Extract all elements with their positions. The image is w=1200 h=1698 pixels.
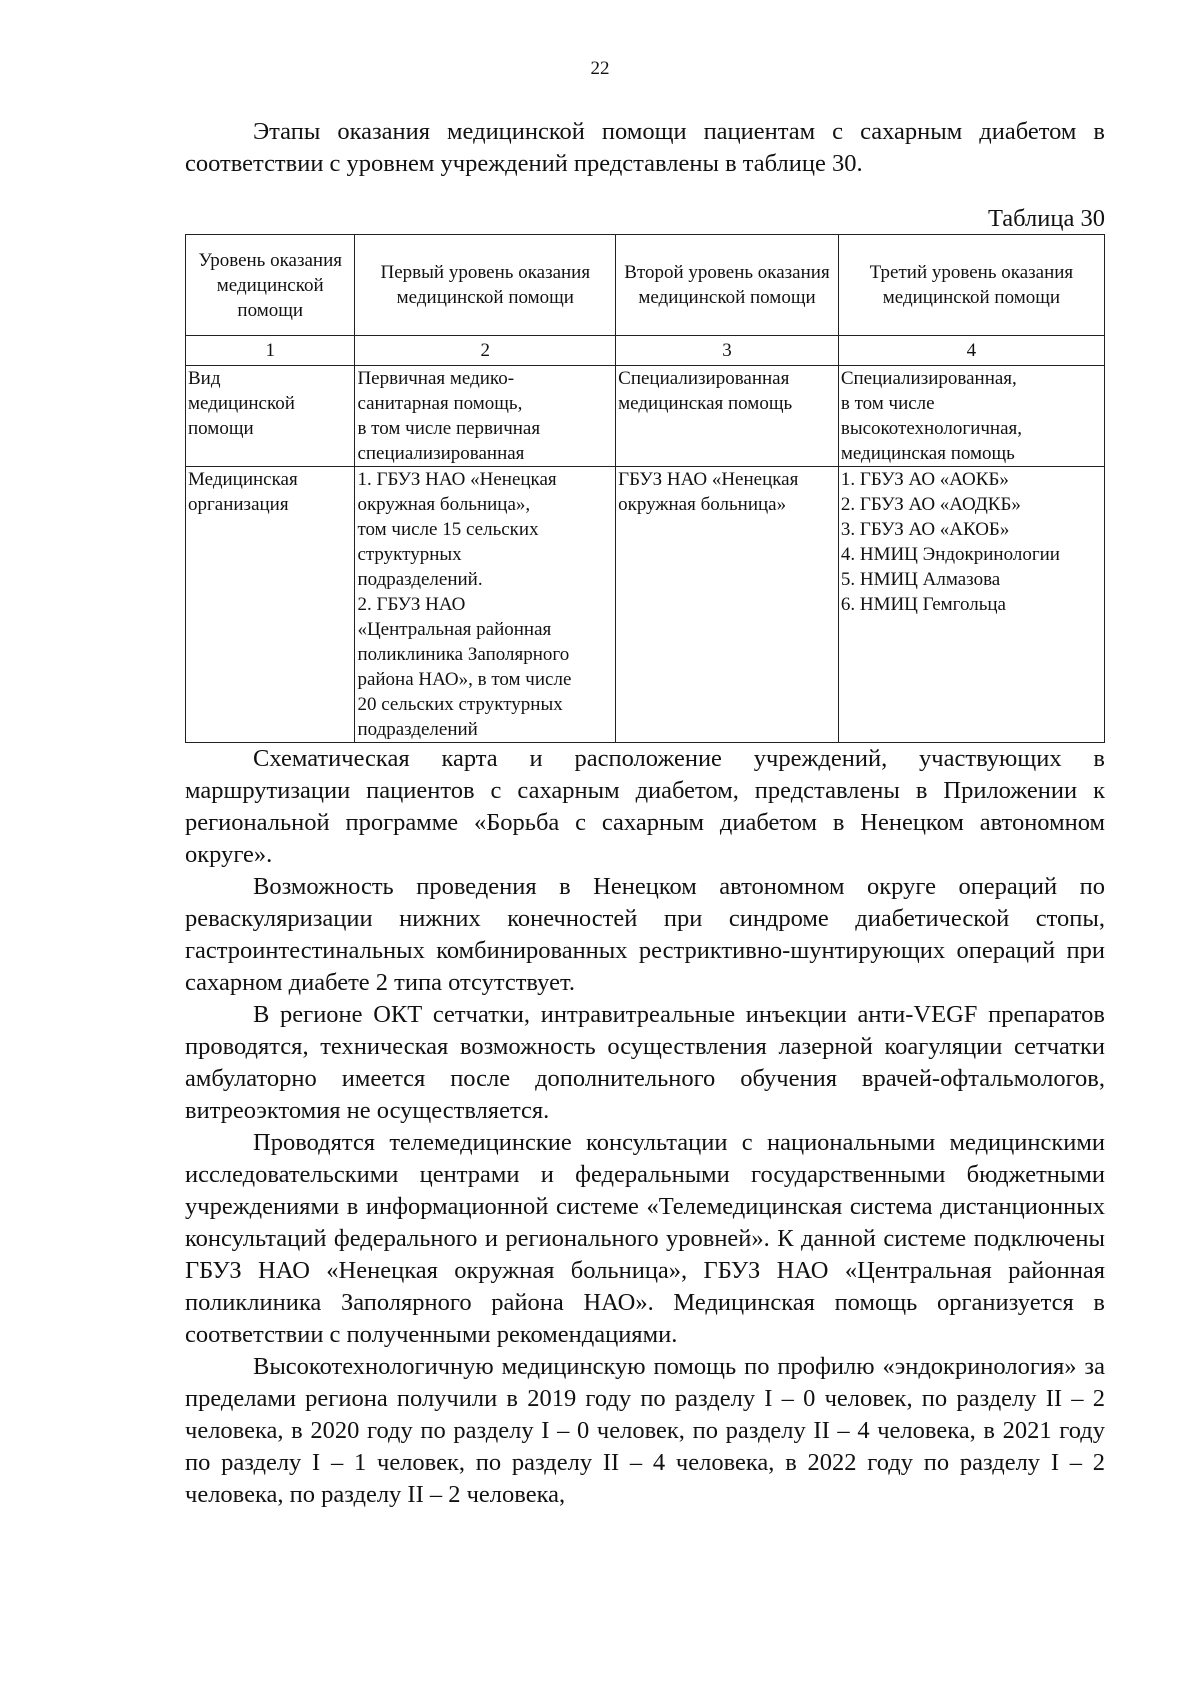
table-number-row [186, 336, 1105, 366]
cell-line: подразделений [357, 719, 478, 740]
cell-line: окружная больница» [618, 494, 787, 515]
cell-line: 4. НМИЦ Эндокринологии [840, 544, 1060, 565]
cell-line: помощи [188, 418, 254, 439]
column-number: 3 [616, 336, 839, 366]
cell-line: Первичная медико- [357, 368, 515, 389]
cell-line: окружная больница», [357, 494, 531, 515]
column-number: 1 [186, 336, 355, 366]
cell-line: Вид [188, 368, 221, 389]
table-cell [616, 467, 839, 743]
cell-line: Специализированная, [840, 368, 1017, 389]
cell-line: медицинской [188, 393, 295, 414]
cell-line: медицинская помощь [618, 393, 793, 414]
table-cell [355, 366, 616, 467]
table-cell [616, 366, 839, 467]
cell-line: том числе 15 сельских [357, 519, 539, 540]
cell-line: Специализированная [618, 368, 790, 389]
header-second-level: Второй уровень оказания медицинской помощи [616, 235, 839, 336]
cell-line: структурных [357, 544, 462, 565]
header-level: Уровень оказания медицинской помощи [186, 235, 355, 336]
paragraph-revascularization: Возможность проведения в Ненецком автономном округе операций по реваскуляризации нижних конечностей при синдроме диабетической стопы, гастроинтестинальных комбинированных рестриктивно-шунтирующих операций при сахарном диабете 2 типа отсутствует. [185, 873, 1105, 996]
cell-line: 1. ГБУЗ АО «АОКБ» [840, 469, 1009, 490]
cell-line: 3. ГБУЗ АО «АКОБ» [840, 519, 1010, 540]
cell-line: «Центральная районная [357, 619, 552, 640]
paragraph-high-tech-care: Высокотехнологичную медицинскую помощь по профилю «эндокринология» за пределами региона получили в 2019 году по разделу I – 0 человек, по разделу II – 2 человека, в 2020 году по разделу I – 0 человек, по разделу II – 4 человека, в 2021 году по разделу I – 1 человек, по разделу II – 4 человека, в 2022 году по разделу I – 2 человека, по разделу II – 2 человека, [185, 1353, 1105, 1508]
cell-line: поликлиника Заполярного [357, 644, 570, 665]
table-cell [355, 467, 616, 743]
cell-line: Медицинская [188, 469, 298, 490]
paragraph-ophthalmology: В регионе ОКТ сетчатки, интравитреальные инъекции анти-VEGF препаратов проводятся, техническая возможность осуществления лазерной коагуляции сетчатки амбулаторно имеется после дополнительного обучения врачей-офтальмологов, витреоэктомия не осуществляется. [185, 1001, 1105, 1124]
cell-line: высокотехнологичная, [840, 418, 1023, 439]
table-cell [186, 366, 355, 467]
cell-line: санитарная помощь, [357, 393, 523, 414]
cell-line: 20 сельских структурных [357, 694, 563, 715]
cell-line: 5. НМИЦ Алмазова [840, 569, 1001, 590]
cell-line: в том числе первичная [357, 418, 541, 439]
page-number: 22 [590, 58, 610, 79]
care-levels-table [185, 234, 1105, 743]
cell-line: подразделений. [357, 569, 483, 590]
cell-line: ГБУЗ НАО «Ненецкая [618, 469, 799, 490]
table-label: Таблица 30 [987, 205, 1105, 232]
cell-line: 1. ГБУЗ НАО «Ненецкая [357, 469, 557, 490]
intro-paragraph: Этапы оказания медицинской помощи пациентам с сахарным диабетом в соответствии с уровнем учреждений представлены в таблице 30. [185, 118, 1105, 177]
header-first-level: Первый уровень оказания медицинской помощи [355, 235, 616, 336]
table-row-care-type [186, 366, 1105, 467]
column-number: 4 [838, 336, 1104, 366]
cell-line: в том числе [840, 393, 935, 414]
cell-line: 2. ГБУЗ АО «АОДКБ» [840, 494, 1021, 515]
table-cell [838, 366, 1104, 467]
cell-line: организация [188, 494, 289, 515]
table-row-organization [186, 467, 1105, 743]
cell-line: 6. НМИЦ Гемгольца [840, 594, 1006, 615]
table-header-row [186, 235, 1105, 336]
table-cell [838, 467, 1104, 743]
header-third-level: Третий уровень оказания медицинской помощи [838, 235, 1104, 336]
cell-line: района НАО», в том числе [357, 669, 572, 690]
column-number: 2 [355, 336, 616, 366]
cell-line: медицинская помощь [840, 443, 1015, 464]
cell-line: 2. ГБУЗ НАО [357, 594, 466, 615]
document-body [185, 116, 1105, 1511]
table-cell [186, 467, 355, 743]
paragraph-map: Схематическая карта и расположение учреждений, участвующих в маршрутизации пациентов с сахарным диабетом, представлены в Приложении к региональной программе «Борьба с сахарным диабетом в Ненецком автономном округе». [185, 745, 1105, 868]
paragraph-telemedicine: Проводятся телемедицинские консультации с национальными медицинскими исследовательскими центрами и федеральными государственными бюджетными учреждениями в информационной системе «Телемедицинская система дистанционных консультаций федерального и регионального уровней». К данной системе подключены ГБУЗ НАО «Ненецкая окружная больница», ГБУЗ НАО «Центральная районная поликлиника Заполярного района НАО». Медицинская помощь организуется в соответствии с полученными рекомендациями. [185, 1129, 1105, 1348]
cell-line: специализированная [357, 443, 525, 464]
